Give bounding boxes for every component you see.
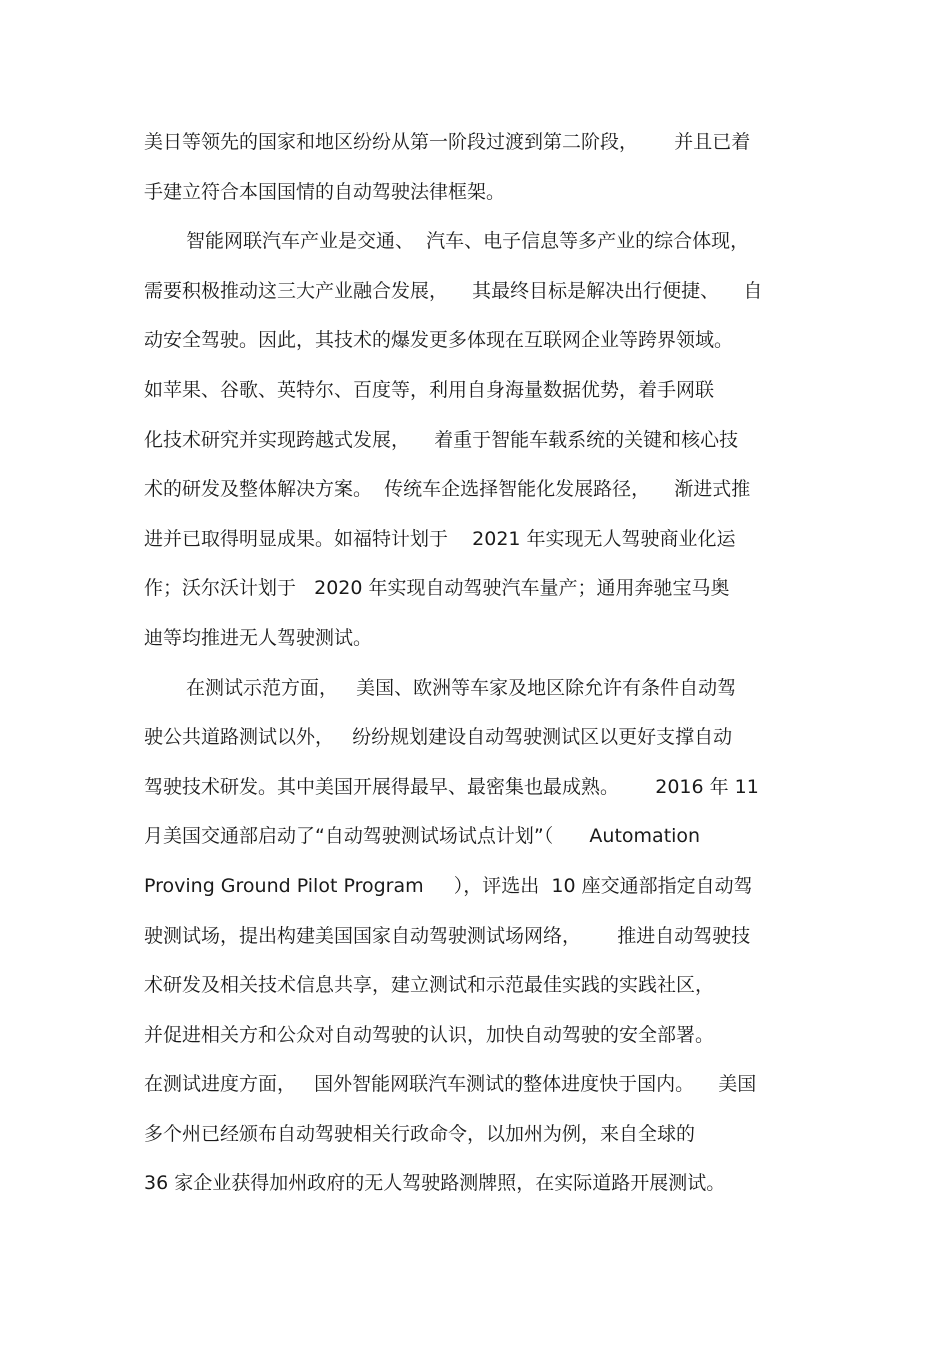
text-line: 驶测试场，提出构建美国国家自动驾驶测试场网络， 推进自动驾驶技 — [144, 924, 751, 947]
text-line: 手建立符合本国国情的自动驾驶法律框架。 — [144, 180, 506, 203]
text-line: 术研发及相关技术信息共享，建立测试和示范最佳实践的实践社区， — [144, 974, 715, 997]
text-line: 动安全驾驶。因此，其技术的爆发更多体现在互联网企业等跨界领域。 — [144, 329, 734, 352]
body-text — [144, 118, 824, 1209]
paragraph-start-line: 智能网联汽车产业是交通、 汽车、电子信息等多产业的综合体现， — [186, 230, 750, 253]
paragraph-start-line: 在测试示范方面， 美国、欧洲等车家及地区除允许有条件自动驾 — [186, 676, 737, 699]
text-line: 迪等均推进无人驾驶测试。 — [144, 626, 373, 649]
text-line: 月美国交通部启动了“自动驾驶测试场试点计划”（ Automation — [144, 825, 701, 848]
text-line: 化技术研究并实现跨越式发展， 着重于智能车载系统的关键和核心技 — [144, 428, 739, 451]
text-line: 驾驶技术研发。其中美国开展得最早、最密集也最成熟。 2016 年 11 — [144, 775, 759, 798]
text-line: 美日等领先的国家和地区纷纷从第一阶段过渡到第二阶段， 并且已着 — [144, 131, 751, 153]
text-line: 进并已取得明显成果。如福特计划于 2021 年实现无人驾驶商业化运 — [144, 527, 736, 550]
text-line: Proving Ground Pilot Program ），评选出 10 座交通部指定自动驾 — [144, 874, 753, 897]
text-line: 多个州已经颁布自动驾驶相关行政命令，以加州为例，来自全球的 — [144, 1122, 696, 1145]
text-line: 驶公共道路测试以外， 纷纷规划建设自动驾驶测试区以更好支撑自动 — [144, 726, 733, 749]
text-line: 在测试进度方面， 国外智能网联汽车测试的整体进度快于国内。 美国 — [144, 1073, 757, 1096]
text-line: 如苹果、谷歌、英特尔、百度等，利用自身海量数据优势，着手网联 — [144, 378, 715, 401]
text-line: 需要积极推动这三大产业融合发展， 其最终目标是解决出行便捷、 自 — [144, 279, 763, 302]
text-line: 并促进相关方和公众对自动驾驶的认识，加快自动驾驶的安全部署。 — [144, 1023, 715, 1046]
text-line: 术的研发及整体解决方案。 传统车企选择智能化发展路径， 渐进式推 — [144, 478, 751, 501]
text-line: 作；沃尔沃计划于 2020 年实现自动驾驶汽车量产；通用奔驰宝马奥 — [144, 577, 730, 600]
text-line: 36 家企业获得加州政府的无人驾驶路测牌照，在实际道路开展测试。 — [144, 1172, 726, 1195]
